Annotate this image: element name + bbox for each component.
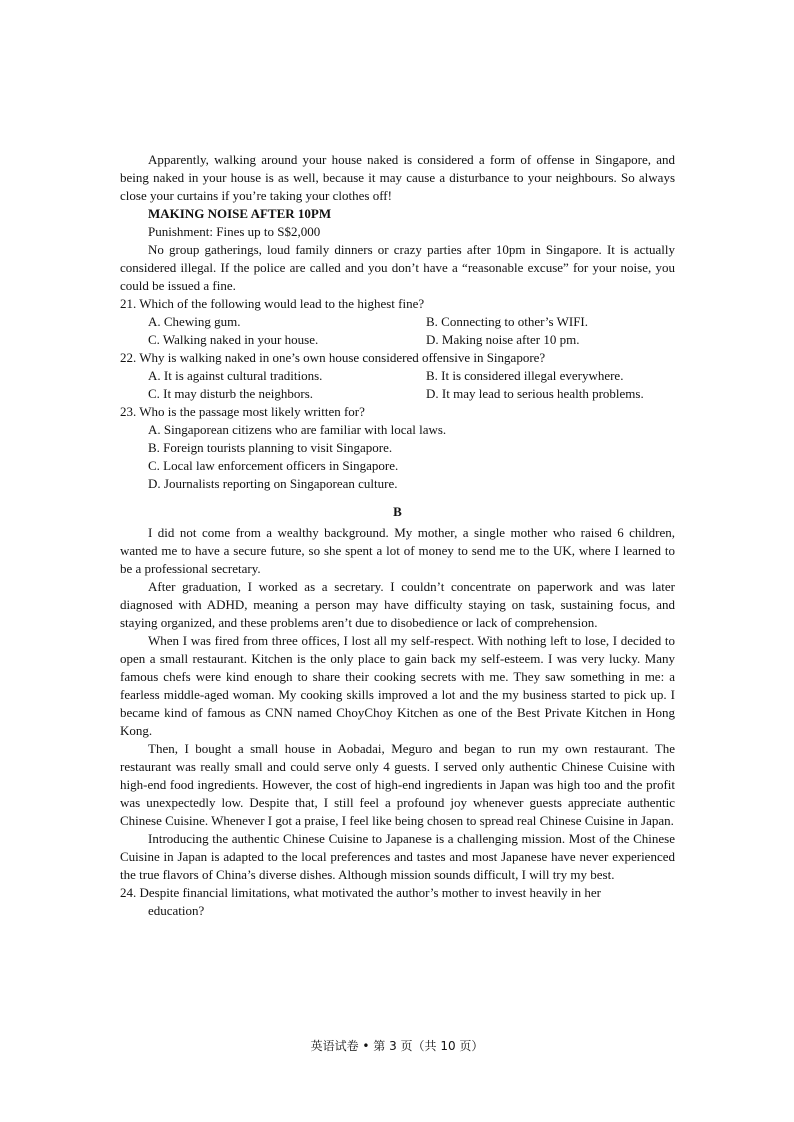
paragraph-b-1: I did not come from a wealthy background. My mother, a single mother who raised 6 children, wanted me to have a secure future, so she spent a lot of money to send me to the UK, where I learned to be a professional secretary. xyxy=(120,525,675,576)
question-22-stem: 22. Why is walking naked in one’s own house considered offensive in Singapore? xyxy=(120,350,546,365)
paragraph-b-5: Introducing the authentic Chinese Cuisine to Japanese is a challenging mission. Most of the Chinese Cuisine in Japan is adapted to the local preferences and tastes and most Japanese have never experienced the true flavors of China’s diverse dishes. Although mission sounds difficult, I will try my best. xyxy=(120,831,675,882)
option-21-a: A. Chewing gum. xyxy=(148,314,241,329)
option-22-d: D. It may lead to serious health problems. xyxy=(426,386,644,401)
question-23-stem: 23. Who is the passage most likely written for? xyxy=(120,404,365,419)
option-23-d: D. Journalists reporting on Singaporean culture. xyxy=(148,476,398,491)
question-21-stem: 21. Which of the following would lead to the highest fine? xyxy=(120,296,425,311)
paragraph-naked-offense: Apparently, walking around your house naked is considered a form of offense in Singapore, and being naked in your house is as well, because it may cause a disturbance to your neighbours. So always close your curtains if you’re taking your clothes off! xyxy=(120,152,675,203)
option-21-b: B. Connecting to other’s WIFI. xyxy=(426,314,589,329)
question-21-options xyxy=(120,313,675,349)
exam-page-content xyxy=(120,151,675,920)
option-23-c: C. Local law enforcement officers in Singapore. xyxy=(148,458,399,473)
paragraph-b-2: After graduation, I worked as a secretary. I couldn’t concentrate on paperwork and was later diagnosed with ADHD, meaning a person may have difficulty staying on task, sustaining focus, and staying organized, and these problems aren’t due to disobedience or lack of comprehension. xyxy=(120,579,675,630)
option-21-c: C. Walking naked in your house. xyxy=(148,332,319,347)
option-23-b: B. Foreign tourists planning to visit Singapore. xyxy=(148,440,393,455)
option-22-c: C. It may disturb the neighbors. xyxy=(148,386,314,401)
paragraph-noise: No group gatherings, loud family dinners or crazy parties after 10pm in Singapore. It is actually considered illegal. If the police are called and you don’t have a “reasonable excuse” for your noise, you could be issued a fine. xyxy=(120,242,675,293)
section-title-b: B xyxy=(393,504,402,519)
question-24-stem-line1: 24. Despite financial limitations, what motivated the author’s mother to invest heavily in her xyxy=(120,885,602,900)
page-footer: 英语试卷 • 第 3 页（共 10 页） xyxy=(310,1039,484,1053)
paragraph-b-3: When I was fired from three offices, I lost all my self-respect. With nothing left to lose, I decided to open a small restaurant. Kitchen is the only place to gain back my self-esteem. I was very lucky. Many famous chefs were kind enough to share their cooking secrets with me. They saw something in me: a fearless middle-aged woman. My cooking skills improved a lot and the my business started to pick up. I became kind of famous as CNN named ChoyChoy Kitchen as one of the Best Private Kitchen in Hong Kong. xyxy=(120,633,675,738)
option-23-a: A. Singaporean citizens who are familiar with local laws. xyxy=(148,422,447,437)
question-24-stem-line2: education? xyxy=(148,903,205,918)
question-22-options xyxy=(120,367,675,403)
punishment-line: Punishment: Fines up to S$2,000 xyxy=(148,224,321,239)
option-22-a: A. It is against cultural traditions. xyxy=(148,368,323,383)
option-21-d: D. Making noise after 10 pm. xyxy=(426,332,580,347)
option-22-b: B. It is considered illegal everywhere. xyxy=(426,368,624,383)
section-heading-noise: MAKING NOISE AFTER 10PM xyxy=(148,206,332,221)
paragraph-b-4: Then, I bought a small house in Aobadai, Meguro and began to run my own restaurant. The restaurant was really small and could serve only 4 guests. I served only authentic Chinese Cuisine with high-end food ingredients. However, the cost of high-end ingredients in Japan was high too and the profit was unexpectedly low. Despite that, I still feel a profound joy whenever guests appreciate authentic Chinese Cuisine. Whenever I got a praise, I feel like being chosen to spread real Chinese Cuisine in Japan. xyxy=(120,741,675,828)
